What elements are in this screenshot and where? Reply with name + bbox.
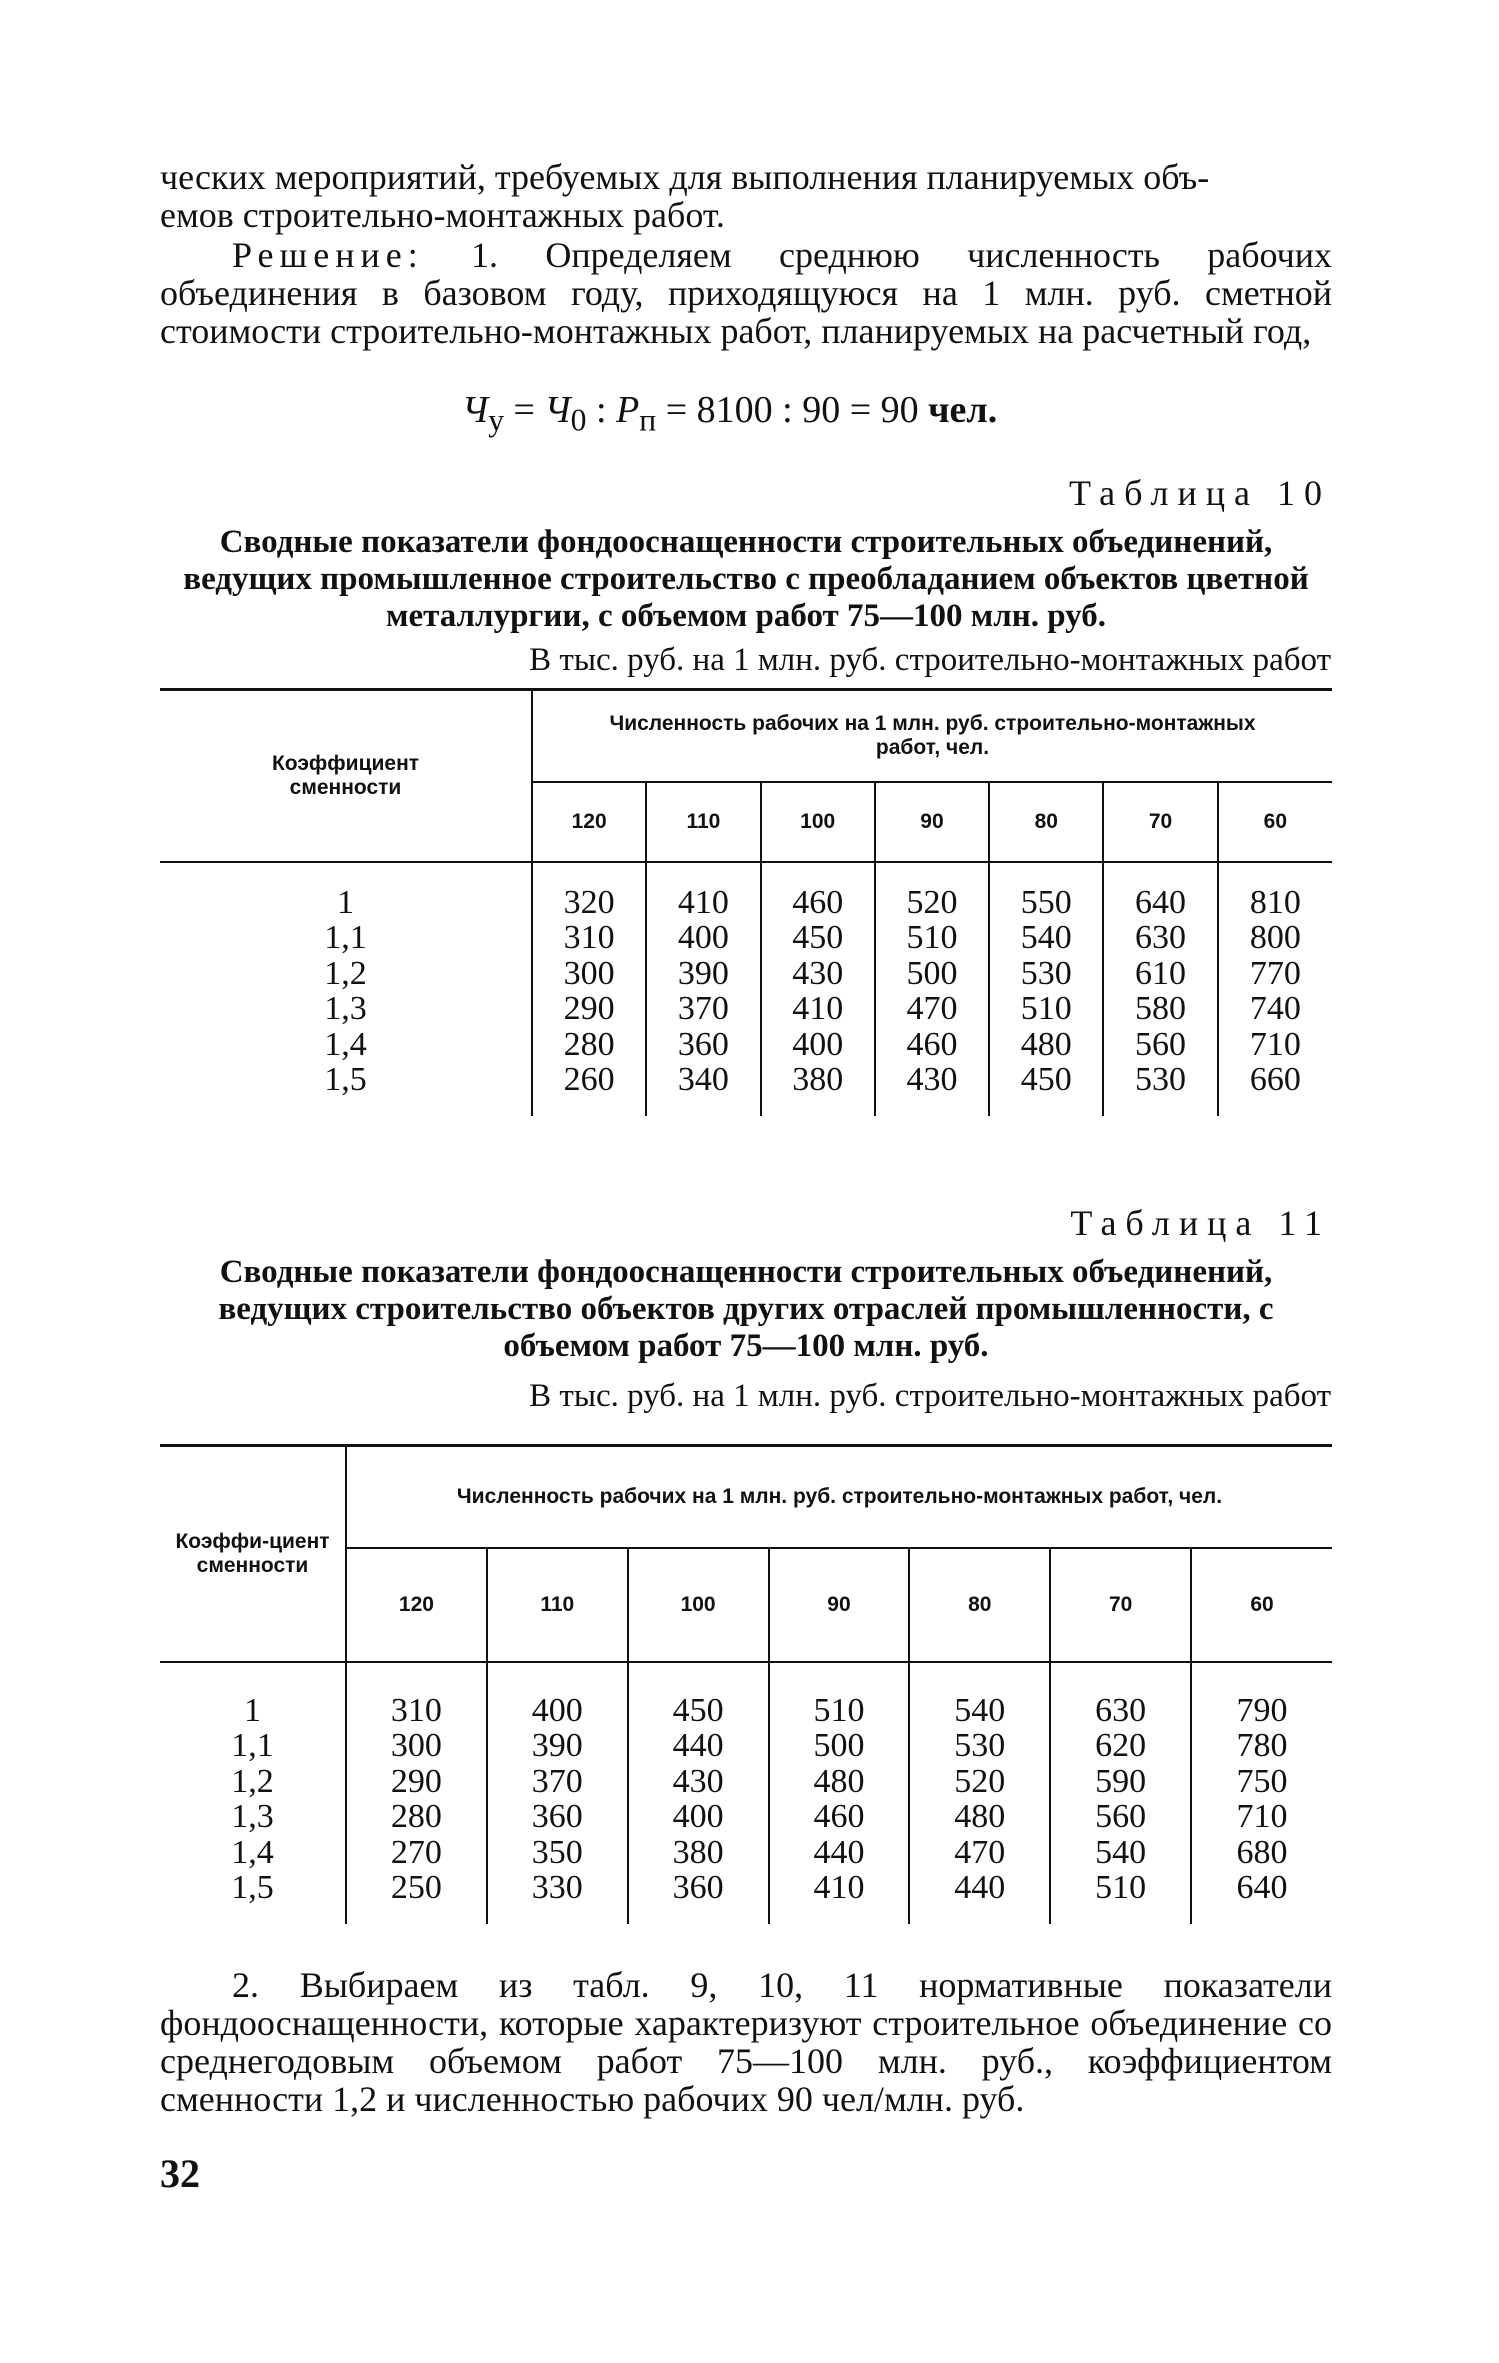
table-cell: 450: [792, 919, 844, 956]
table-cell: 1,1: [324, 919, 367, 956]
table-cell: 530: [1135, 1061, 1187, 1098]
table10-coef-column: [160, 862, 532, 1116]
table-cell: 390: [677, 954, 729, 992]
table10-value-column: [1103, 862, 1217, 1116]
table-cell: 380: [792, 1061, 844, 1098]
table11-col-header: 70: [1050, 1548, 1191, 1662]
table-cell: 270: [390, 1833, 442, 1871]
table-cell: 1,4: [324, 1025, 367, 1063]
solution-label: Решение:: [232, 235, 424, 275]
table10-value-column: [532, 862, 646, 1116]
table10-header-coef: Коэффициент сменности: [160, 690, 532, 862]
table-cell: 280: [563, 1025, 615, 1063]
table-cell: 480: [954, 1798, 1006, 1835]
table10-col-header: 80: [989, 782, 1103, 862]
table-cell: 660: [1249, 1061, 1301, 1098]
intro-paragraph: [160, 158, 1332, 234]
table-cell: 610: [1135, 954, 1187, 992]
table-cell: 400: [531, 1691, 583, 1729]
table11-value-column: [628, 1662, 769, 1924]
table11-col-header: 120: [346, 1548, 487, 1662]
table-cell: 260: [563, 1061, 615, 1098]
table11-col-header: 110: [487, 1548, 628, 1662]
formula-eq: =: [504, 389, 545, 431]
formula-b-sub: п: [639, 402, 657, 438]
table-cell: 400: [677, 919, 729, 956]
table-cell: 1,2: [324, 954, 367, 992]
table-cell: 630: [1135, 919, 1187, 956]
table-cell: 640: [1236, 1869, 1288, 1906]
table10-col-header: 60: [1218, 782, 1332, 862]
intro-line-1: ческих мероприятий, требуемых для выполнения планируемых объ-: [160, 157, 1210, 197]
table-cell: 360: [531, 1798, 583, 1835]
table-cell: 710: [1236, 1798, 1288, 1835]
table-cell: 400: [672, 1798, 724, 1835]
table-cell: 380: [672, 1833, 724, 1871]
table-cell: 1,2: [231, 1762, 274, 1800]
table-cell: 430: [792, 954, 844, 992]
table-cell: 440: [813, 1833, 865, 1871]
table-cell: 290: [563, 990, 615, 1027]
table10-col-header: 90: [875, 782, 989, 862]
table11-value-column: [769, 1662, 910, 1924]
formula-unit: чел.: [928, 389, 998, 431]
table11-col-header: 90: [769, 1548, 910, 1662]
table-cell: 310: [563, 919, 615, 956]
table-cell: 290: [390, 1762, 442, 1800]
table-cell: 630: [1095, 1691, 1147, 1729]
table-cell: 740: [1249, 990, 1301, 1027]
table-cell: 510: [906, 919, 958, 956]
table-cell: 300: [563, 954, 615, 992]
table-cell: 500: [906, 954, 958, 992]
table-cell: 370: [677, 990, 729, 1027]
table-cell: 480: [1020, 1025, 1072, 1063]
table-cell: 370: [531, 1762, 583, 1800]
table11-col-header: 100: [628, 1548, 769, 1662]
table-cell: 460: [792, 883, 844, 921]
table-cell: 540: [1095, 1833, 1147, 1871]
table11-value-column: [487, 1662, 628, 1924]
table-cell: 750: [1236, 1762, 1288, 1800]
table-cell: 1,4: [231, 1833, 274, 1871]
table10-value-column: [646, 862, 760, 1116]
table10-header-group: Численность рабочих на 1 млн. руб. строительно-монтажных работ, чел.: [532, 690, 1332, 782]
page-number: 32: [160, 2151, 200, 2196]
table-cell: 550: [1020, 883, 1072, 921]
formula: [462, 388, 997, 439]
table-cell: 320: [563, 883, 615, 921]
table11-header-group: Численность рабочих на 1 млн. руб. строительно-монтажных работ, чел.: [346, 1446, 1332, 1548]
table11: [160, 1444, 1332, 1924]
table-cell: 360: [672, 1869, 724, 1906]
formula-b: Р: [616, 389, 640, 431]
table11-value-column: [346, 1662, 487, 1924]
table-cell: 250: [390, 1869, 442, 1906]
table-cell: 1: [244, 1691, 261, 1729]
table-cell: 540: [954, 1691, 1006, 1729]
table11-col-header: 60: [1191, 1548, 1332, 1662]
table-cell: 640: [1135, 883, 1187, 921]
table-cell: 300: [390, 1727, 442, 1764]
table10-col-header: 70: [1103, 782, 1217, 862]
table11-value-column: [1050, 1662, 1191, 1924]
table-cell: 1,1: [231, 1727, 274, 1764]
conclusion-paragraph: 2. Выбираем из табл. 9, 10, 11 нормативные показатели фондооснащенности, которые характеризуют строительное объединение со среднегодовым объемом работ 75—100 млн. руб., коэффициентом сменности 1,2 и численностью рабочих 90 чел/млн. руб.: [160, 1965, 1332, 2119]
table-cell: 500: [813, 1727, 865, 1764]
table-cell: 510: [813, 1691, 865, 1729]
table-cell: 590: [1095, 1762, 1147, 1800]
table-cell: 560: [1095, 1798, 1147, 1835]
table-cell: 430: [906, 1061, 958, 1098]
table-cell: 1: [337, 883, 354, 921]
table-cell: 400: [792, 1025, 844, 1063]
table-cell: 810: [1249, 883, 1301, 921]
table10: [160, 688, 1332, 1116]
intro-line-2: емов строительно-монтажных работ.: [160, 195, 725, 235]
table10-caption: Сводные показатели фондооснащенности строительных объединений, ведущих промышленное строительство с преобладанием объектов цветной металлургии, с объемом работ 75—100 млн. руб.: [183, 524, 1309, 634]
table-cell: 390: [531, 1727, 583, 1764]
table-cell: 410: [677, 883, 729, 921]
solution-paragraph: [160, 236, 1332, 350]
table11-caption: Сводные показатели фондооснащенности строительных объединений, ведущих строительство объектов других отраслей промышленности, с объемом работ 75—100 млн. руб.: [218, 1254, 1274, 1364]
table-cell: 470: [906, 990, 958, 1027]
table11-coef-column: [160, 1662, 346, 1924]
table-cell: 460: [813, 1798, 865, 1835]
table-cell: 340: [677, 1061, 729, 1098]
formula-lhs: Ч: [462, 389, 489, 431]
table-cell: 1,3: [324, 990, 367, 1027]
table-cell: 770: [1249, 954, 1301, 992]
table-cell: 680: [1236, 1833, 1288, 1871]
table-cell: 440: [672, 1727, 724, 1764]
table-cell: 350: [531, 1833, 583, 1871]
formula-lhs-sub: у: [488, 402, 505, 438]
formula-colon: :: [586, 389, 617, 431]
table-cell: 800: [1249, 919, 1301, 956]
table-cell: 520: [906, 883, 958, 921]
table10-value-column: [875, 862, 989, 1116]
table10-col-header: 110: [646, 782, 760, 862]
table11-header-coef: Коэффи-циент сменности: [160, 1446, 346, 1662]
table10-value-column: [761, 862, 875, 1116]
table-cell: 540: [1020, 919, 1072, 956]
formula-rest: = 8100 : 90 = 90: [656, 389, 929, 431]
formula-a: Ч: [544, 389, 571, 431]
table-cell: 560: [1135, 1025, 1187, 1063]
table10-col-header: 120: [532, 782, 646, 862]
table11-number: Таблица 11: [1070, 1203, 1331, 1243]
table11-col-header: 80: [909, 1548, 1050, 1662]
table-cell: 530: [954, 1727, 1006, 1764]
table-cell: 530: [1020, 954, 1072, 992]
table-cell: 510: [1095, 1869, 1147, 1906]
table-cell: 620: [1095, 1727, 1147, 1764]
table-cell: 310: [390, 1691, 442, 1729]
table-cell: 330: [531, 1869, 583, 1906]
table11-value-column: [909, 1662, 1050, 1924]
table-cell: 1,5: [231, 1869, 274, 1906]
table-cell: 1,5: [324, 1061, 367, 1098]
table-cell: 480: [813, 1762, 865, 1800]
table10-number: Таблица 10: [1069, 473, 1331, 513]
table-cell: 790: [1236, 1691, 1288, 1729]
table10-col-header: 100: [761, 782, 875, 862]
table11-value-column: [1191, 1662, 1332, 1924]
table-cell: 780: [1236, 1727, 1288, 1764]
table-cell: 440: [954, 1869, 1006, 1906]
table10-value-column: [1218, 862, 1332, 1116]
table-cell: 450: [672, 1691, 724, 1729]
solution-text: 1. Определяем среднюю численность рабочих объединения в базовом году, приходящуюся на 1 млн. руб. сметной стоимости строительно-монтажных работ, планируемых на расчетный год,: [160, 235, 1332, 351]
table-cell: 1,3: [231, 1798, 274, 1835]
table10-value-column: [989, 862, 1103, 1116]
table-cell: 450: [1020, 1061, 1072, 1098]
table11-units: В тыс. руб. на 1 млн. руб. строительно-монтажных работ: [529, 1378, 1331, 1414]
formula-a-sub: 0: [570, 402, 587, 438]
table-cell: 520: [954, 1762, 1006, 1800]
table-cell: 470: [954, 1833, 1006, 1871]
table-cell: 710: [1249, 1025, 1301, 1063]
table-cell: 580: [1135, 990, 1187, 1027]
table-cell: 460: [906, 1025, 958, 1063]
table10-units: В тыс. руб. на 1 млн. руб. строительно-монтажных работ: [529, 642, 1331, 678]
table-cell: 410: [792, 990, 844, 1027]
table-cell: 510: [1020, 990, 1072, 1027]
table-cell: 360: [677, 1025, 729, 1063]
table-cell: 410: [813, 1869, 865, 1906]
table-cell: 280: [390, 1798, 442, 1835]
table-cell: 430: [672, 1762, 724, 1800]
